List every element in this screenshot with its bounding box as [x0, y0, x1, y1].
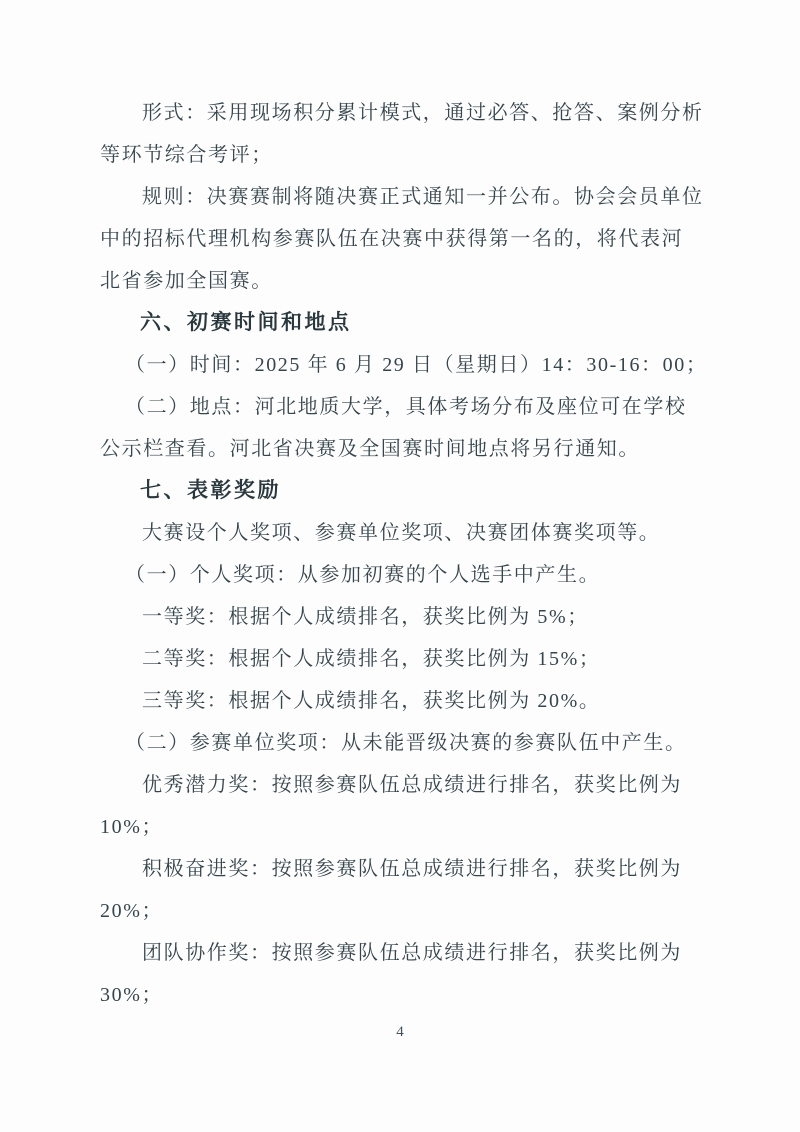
text-line: 二等奖：根据个人成绩排名，获奖比例为 15%；: [142, 648, 601, 670]
text-line: 公示栏查看。河北省决赛及全国赛时间地点将另行通知。: [100, 438, 640, 460]
text-line: 积极奋进奖：按照参赛队伍总成绩进行排名，获奖比例为: [142, 858, 682, 880]
page-number: 4: [396, 1024, 404, 1040]
text-line: 北省参加全国赛。: [100, 270, 273, 292]
text-line: （一）个人奖项：从参加初赛的个人选手中产生。: [125, 564, 601, 586]
section-heading-7: 七、表彰奖励: [140, 479, 281, 502]
section-heading-6: 六、初赛时间和地点: [140, 311, 352, 334]
text-line: 三等奖：根据个人成绩排名，获奖比例为 20%。: [142, 690, 601, 712]
text-line: 优秀潜力奖：按照参赛队伍总成绩进行排名，获奖比例为: [142, 774, 682, 796]
text-line: 10%；: [100, 816, 164, 838]
text-line: 团队协作奖：按照参赛队伍总成绩进行排名，获奖比例为: [142, 942, 682, 964]
text-line: 大赛设个人奖项、参赛单位奖项、决赛团体赛奖项等。: [142, 522, 661, 544]
text-line: （二）参赛单位奖项：从未能晋级决赛的参赛队伍中产生。: [125, 732, 687, 754]
text-line: （一）时间：2025 年 6 月 29 日（星期日）14：30-16：00；: [125, 354, 708, 376]
text-line: （二）地点：河北地质大学，具体考场分布及座位可在学校: [125, 396, 687, 418]
text-line: 规则：决赛赛制将随决赛正式通知一并公布。协会会员单位: [142, 186, 704, 208]
text-line: 等环节综合考评；: [100, 144, 273, 166]
text-line: 20%；: [100, 900, 164, 922]
text-line: 形式：采用现场积分累计模式，通过必答、抢答、案例分析: [142, 102, 704, 124]
text-line: 一等奖：根据个人成绩排名，获奖比例为 5%；: [142, 606, 589, 628]
document-body: [100, 92, 706, 1016]
text-line: 30%；: [100, 984, 164, 1006]
text-line: 中的招标代理机构参赛队伍在决赛中获得第一名的，将代表河: [100, 228, 684, 250]
